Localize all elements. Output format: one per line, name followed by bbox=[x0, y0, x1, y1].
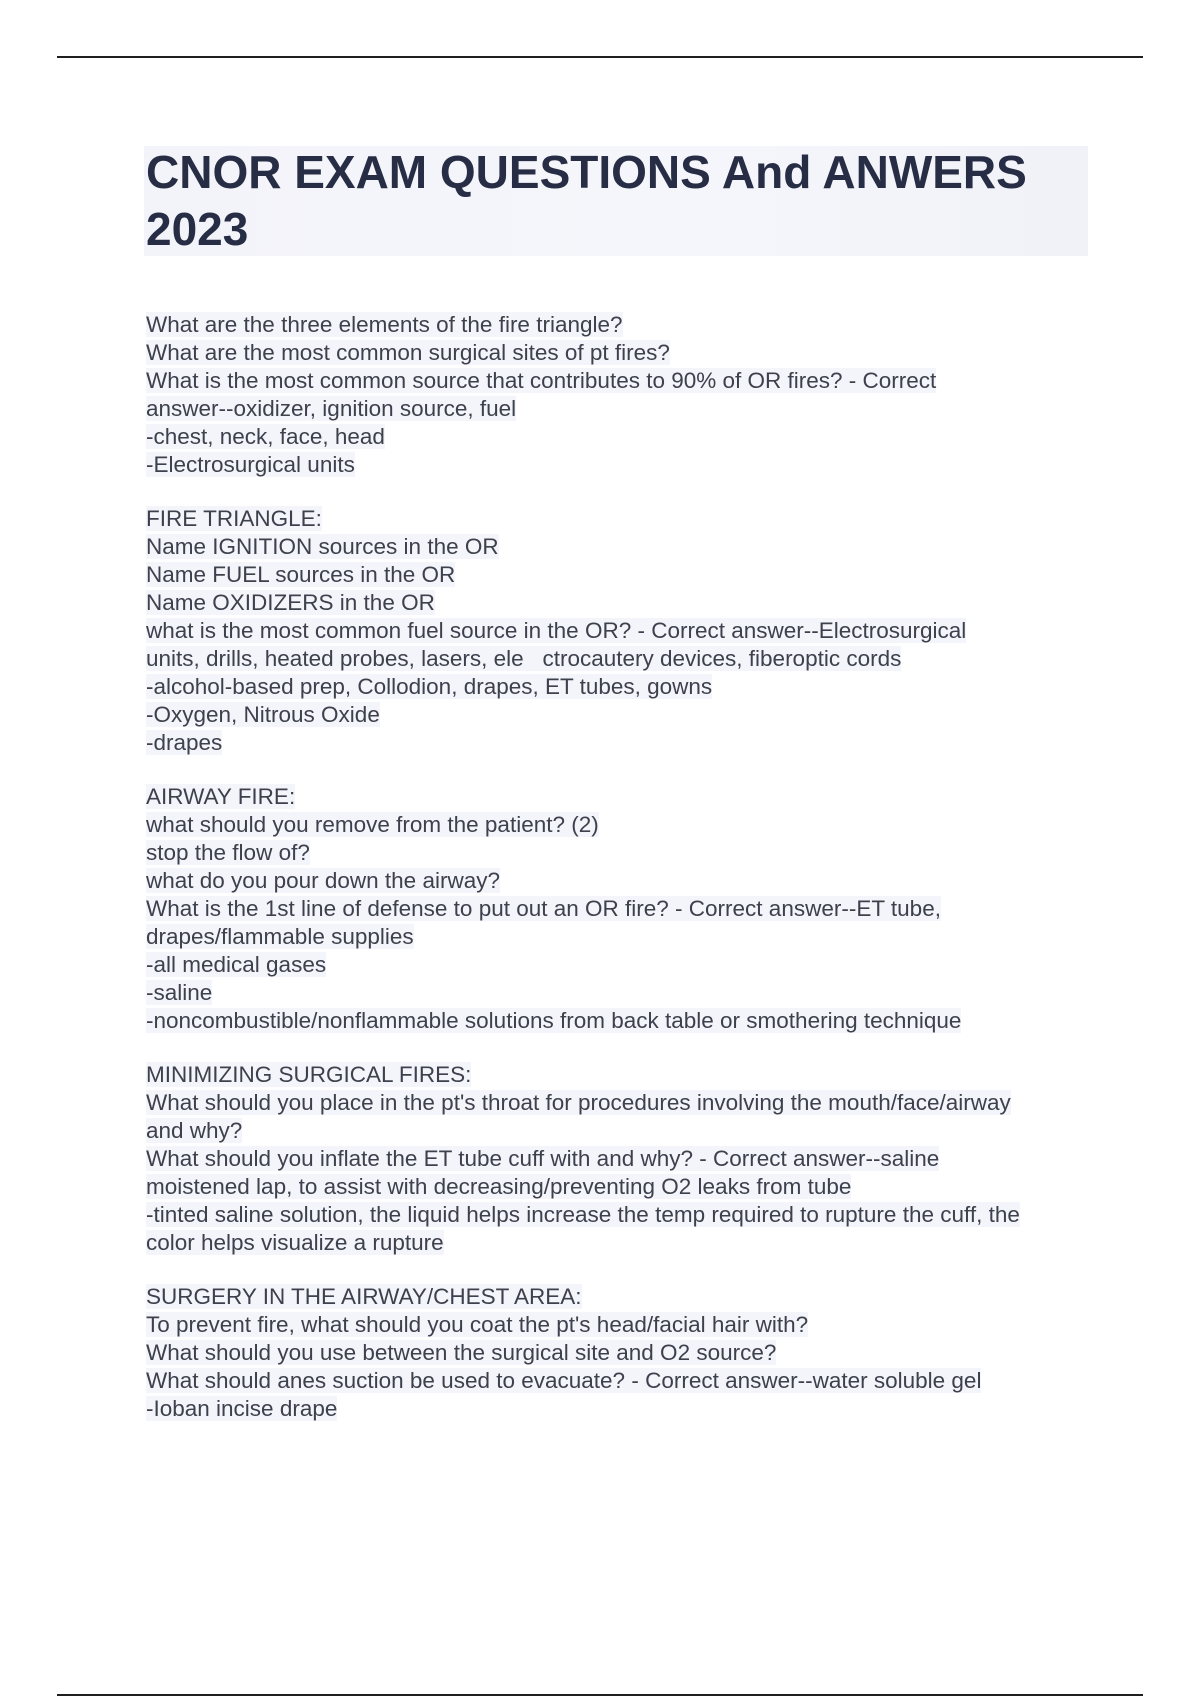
text-line: stop the flow of? bbox=[146, 840, 310, 865]
text-line: answer--oxidizer, ignition source, fuel bbox=[146, 396, 517, 421]
text-line: What should anes suction be used to evacuate? - Correct answer--water soluble gel bbox=[146, 1368, 982, 1393]
text-line: What is the 1st line of defense to put out an OR fire? - Correct answer--ET tube, bbox=[146, 896, 941, 921]
text-line: What is the most common source that contributes to 90% of OR fires? - Correct bbox=[146, 368, 937, 393]
text-line: Name OXIDIZERS in the OR bbox=[146, 590, 435, 615]
text-line: To prevent fire, what should you coat the pt's head/facial hair with? bbox=[146, 1312, 809, 1337]
section-airway-chest-surgery bbox=[146, 1283, 1106, 1423]
text-line: drapes/flammable supplies bbox=[146, 924, 414, 949]
title-line-2: 2023 bbox=[146, 203, 249, 255]
section-minimizing-fires bbox=[146, 1061, 1106, 1257]
section-heading: FIRE TRIANGLE: bbox=[146, 506, 322, 531]
top-rule bbox=[57, 56, 1143, 58]
section-heading: MINIMIZING SURGICAL FIRES: bbox=[146, 1062, 472, 1087]
text-line: Name FUEL sources in the OR bbox=[146, 562, 456, 587]
title-line-1: CNOR EXAM QUESTIONS And ANWERS bbox=[146, 146, 1027, 198]
text-line: and why? bbox=[146, 1118, 243, 1143]
text-line: -all medical gases bbox=[146, 952, 327, 977]
text-line: What are the three elements of the fire triangle? bbox=[146, 312, 623, 337]
text-line: -Electrosurgical units bbox=[146, 452, 355, 477]
text-line: what is the most common fuel source in the OR? - Correct answer--Electrosurgical bbox=[146, 618, 967, 643]
text-line: -saline bbox=[146, 980, 213, 1005]
text-line: What are the most common surgical sites of pt fires? bbox=[146, 340, 670, 365]
section-heading: SURGERY IN THE AIRWAY/CHEST AREA: bbox=[146, 1284, 582, 1309]
text-line: moistened lap, to assist with decreasing/preventing O2 leaks from tube bbox=[146, 1174, 852, 1199]
text-line: units, drills, heated probes, lasers, ele ctrocautery devices, fiberoptic cords bbox=[146, 646, 902, 671]
text-line: What should you place in the pt's throat for procedures involving the mouth/face/airway bbox=[146, 1090, 1011, 1115]
section-fire-triangle bbox=[146, 505, 1106, 757]
text-line: -noncombustible/nonflammable solutions from back table or smothering technique bbox=[146, 1008, 962, 1033]
document-title bbox=[146, 144, 1086, 258]
section-fire-basics bbox=[146, 311, 1106, 479]
bottom-rule bbox=[57, 1694, 1143, 1696]
text-line: -alcohol-based prep, Collodion, drapes, ET tubes, gowns bbox=[146, 674, 713, 699]
text-line: what should you remove from the patient? (2) bbox=[146, 812, 599, 837]
text-line: What should you inflate the ET tube cuff with and why? - Correct answer--saline bbox=[146, 1146, 940, 1171]
section-airway-fire bbox=[146, 783, 1106, 1035]
text-line: What should you use between the surgical site and O2 source? bbox=[146, 1340, 777, 1365]
text-line: -drapes bbox=[146, 730, 223, 755]
text-line: Name IGNITION sources in the OR bbox=[146, 534, 499, 559]
document-body bbox=[146, 311, 1106, 1449]
text-line: what do you pour down the airway? bbox=[146, 868, 500, 893]
text-line: -tinted saline solution, the liquid helps increase the temp required to rupture the cuff, the bbox=[146, 1202, 1020, 1227]
text-line: -Ioban incise drape bbox=[146, 1396, 338, 1421]
text-line: -Oxygen, Nitrous Oxide bbox=[146, 702, 380, 727]
section-heading: AIRWAY FIRE: bbox=[146, 784, 296, 809]
text-line: -chest, neck, face, head bbox=[146, 424, 385, 449]
text-line: color helps visualize a rupture bbox=[146, 1230, 444, 1255]
